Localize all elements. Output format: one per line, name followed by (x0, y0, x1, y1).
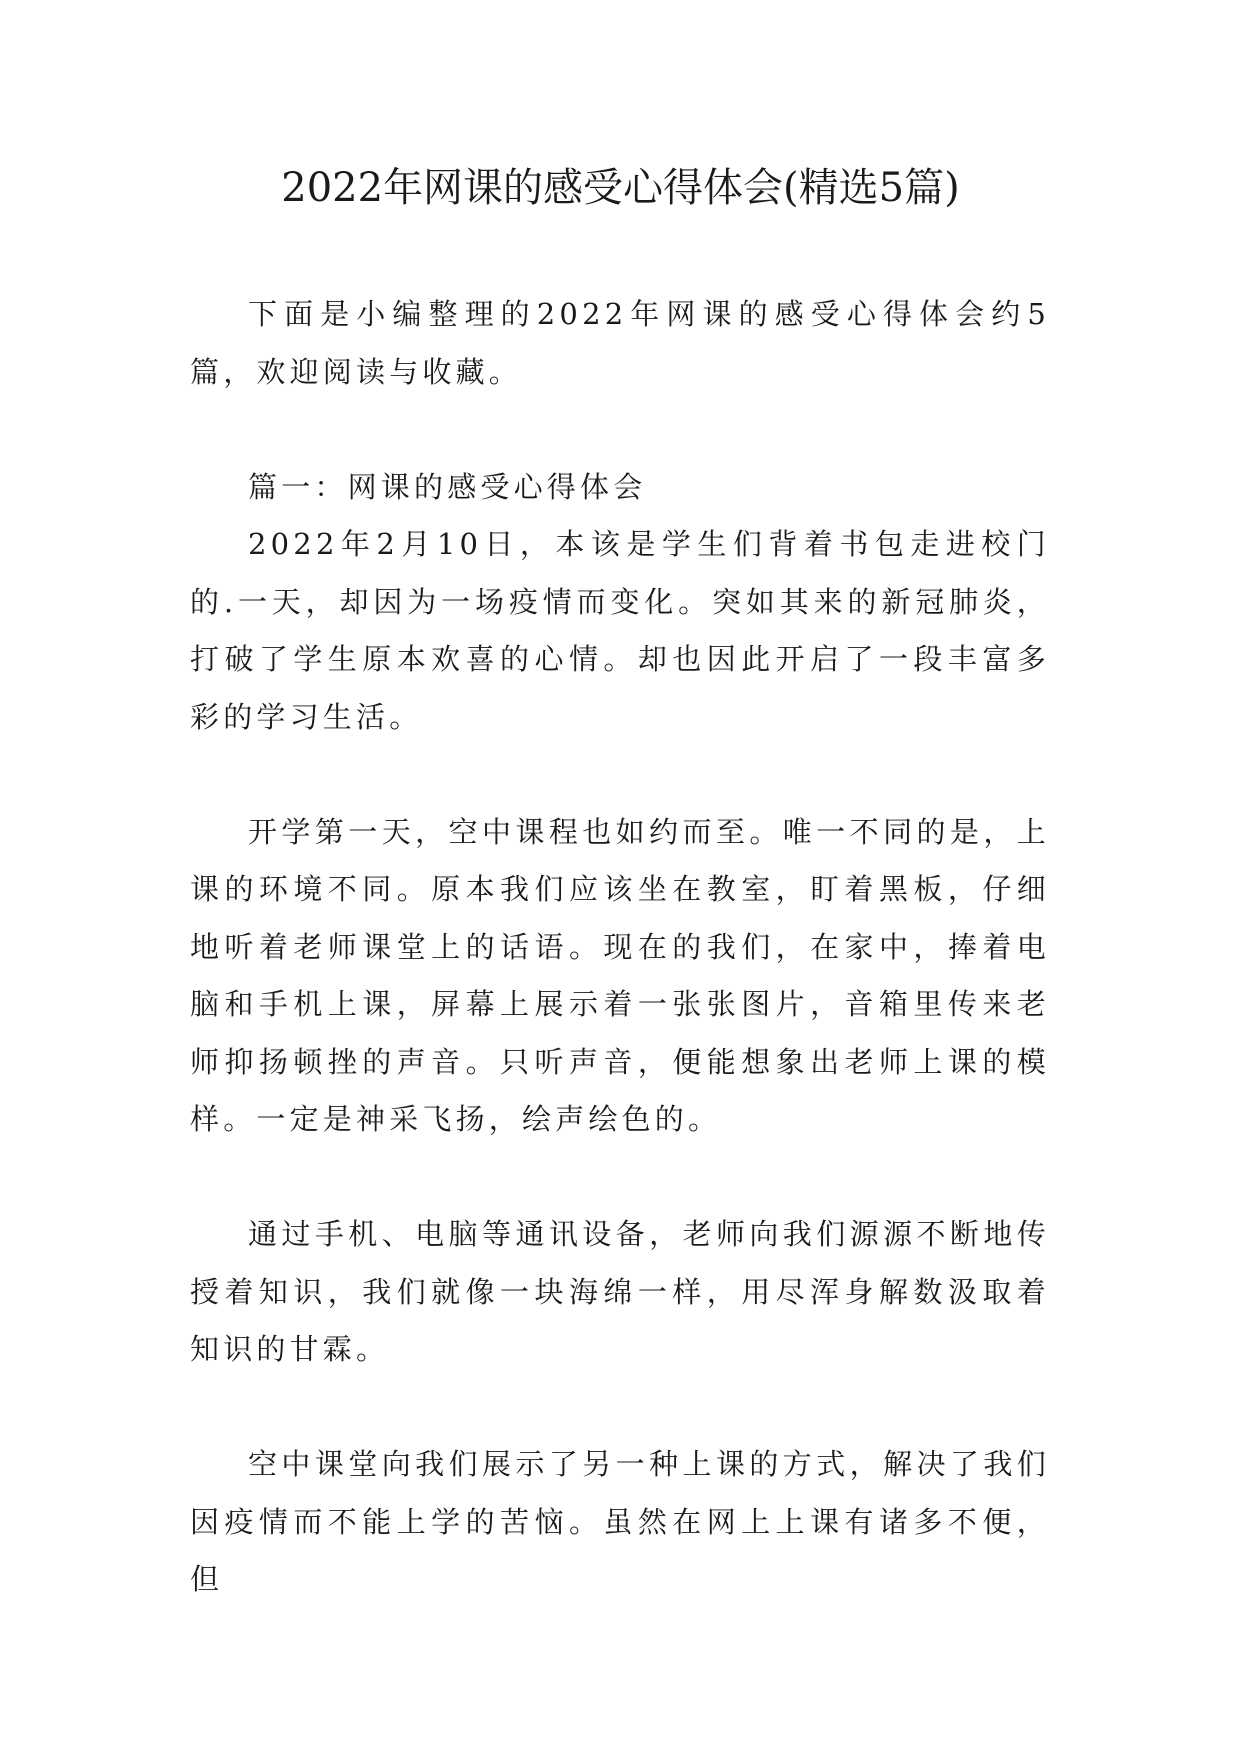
intro-paragraph: 下面是小编整理的2022年网课的感受心得体会约5篇，欢迎阅读与收藏。 (190, 297, 1050, 389)
body-paragraph-2: 开学第一天，空中课程也如约而至。唯一不同的是，上课的环境不同。原本我们应该坐在教室，盯着黑板，仔细地听着老师课堂上的话语。现在的我们，在家中，捧着电脑和手机上课，屏幕上展示着一张张图片，音箱里传来老师抑扬顿挫的声音。只听声音，便能想象出老师上课的模样。一定是神采飞扬，绘声绘色的。 (190, 814, 1050, 1136)
paragraph-gap (190, 746, 1050, 804)
paragraph-gap (190, 401, 1050, 459)
document-body (190, 286, 1050, 1609)
paragraph-gap (190, 1379, 1050, 1437)
body-paragraph-4: 空中课堂向我们展示了另一种上课的方式，解决了我们因疫情而不能上学的苦恼。虽然在网上上课有诸多不便，但 (190, 1447, 1050, 1596)
paragraph-gap (190, 1149, 1050, 1207)
section-heading: 篇一：网课的感受心得体会 (248, 469, 647, 504)
body-paragraph-1: 2022年2月10日，本该是学生们背着书包走进校门的.一天，却因为一场疫情而变化。突如其来的新冠肺炎，打破了学生原本欢喜的心情。却也因此开启了一段丰富多彩的学习生活。 (190, 527, 1050, 734)
document-title: 2022年网课的感受心得体会(精选5篇) (281, 165, 960, 211)
body-paragraph-3: 通过手机、电脑等通讯设备，老师向我们源源不断地传授着知识，我们就像一块海绵一样，用尽浑身解数汲取着知识的甘霖。 (190, 1217, 1050, 1366)
